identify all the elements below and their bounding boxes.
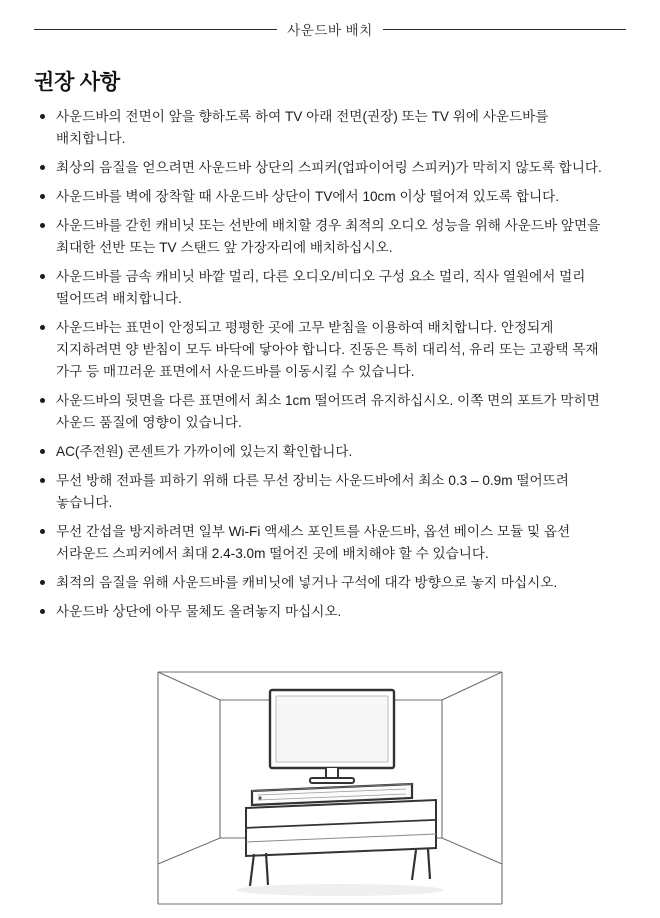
soundbar-placement-figure [0, 630, 660, 912]
running-head-rule-left [34, 29, 277, 30]
list-item: 사운드바 상단에 아무 물체도 올려놓지 마십시오. [38, 601, 616, 623]
running-head [0, 0, 660, 42]
list-item: 사운드바를 갇힌 캐비닛 또는 선반에 배치할 경우 최적의 오디오 성능을 위해 사운드바 앞면을 최대한 선반 또는 TV 스탠드 앞 가장자리에 배치하십시오. [38, 215, 616, 259]
running-head-rule-right [383, 29, 626, 30]
recommendations-list [0, 106, 660, 623]
tv-on-stand-with-soundbar-icon [150, 642, 510, 912]
list-item: 최적의 음질을 위해 사운드바를 캐비닛에 넣거나 구석에 대각 방향으로 놓지 마십시오. [38, 572, 616, 594]
list-item: 사운드바의 뒷면을 다른 표면에서 최소 1cm 떨어뜨려 유지하십시오. 이쪽 면의 포트가 막히면 사운드 품질에 영향이 있습니다. [38, 390, 616, 434]
list-item: 사운드바는 표면이 안정되고 평평한 곳에 고무 받침을 이용하여 배치합니다. 안정되게 지지하려면 양 받침이 모두 바닥에 닿아야 합니다. 진동은 특히 대리석, 유리 또는 고광택 목재 가구 등 매끄러운 표면에서 사운드바를 이동시킬 수 있습니다. [38, 317, 616, 383]
list-item: AC(주전원) 콘센트가 가까이에 있는지 확인합니다. [38, 441, 616, 463]
list-item: 사운드바의 전면이 앞을 향하도록 하여 TV 아래 전면(권장) 또는 TV 위에 사운드바를 배치합니다. [38, 106, 616, 150]
list-item: 최상의 음질을 얻으려면 사운드바 상단의 스피커(업파이어링 스피커)가 막히지 않도록 합니다. [38, 157, 616, 179]
list-item: 무선 간섭을 방지하려면 일부 Wi-Fi 액세스 포인트를 사운드바, 옵션 베이스 모듈 및 옵션 서라운드 스피커에서 최대 2.4-3.0m 떨어진 곳에 배치해야 할 수 있습니다. [38, 521, 616, 565]
running-head-title: 사운드바 배치 [287, 23, 373, 38]
list-item: 무선 방해 전파를 피하기 위해 다른 무선 장비는 사운드바에서 최소 0.3 – 0.9m 떨어뜨려 놓습니다. [38, 470, 616, 514]
list-item: 사운드바를 벽에 장착할 때 사운드바 상단이 TV에서 10cm 이상 떨어져 있도록 합니다. [38, 186, 616, 208]
page-title: 권장 사항 [34, 71, 120, 94]
list-item: 사운드바를 금속 캐비닛 바깥 멀리, 다른 오디오/비디오 구성 요소 멀리, 직사 열원에서 멀리 떨어뜨려 배치합니다. [38, 266, 616, 310]
